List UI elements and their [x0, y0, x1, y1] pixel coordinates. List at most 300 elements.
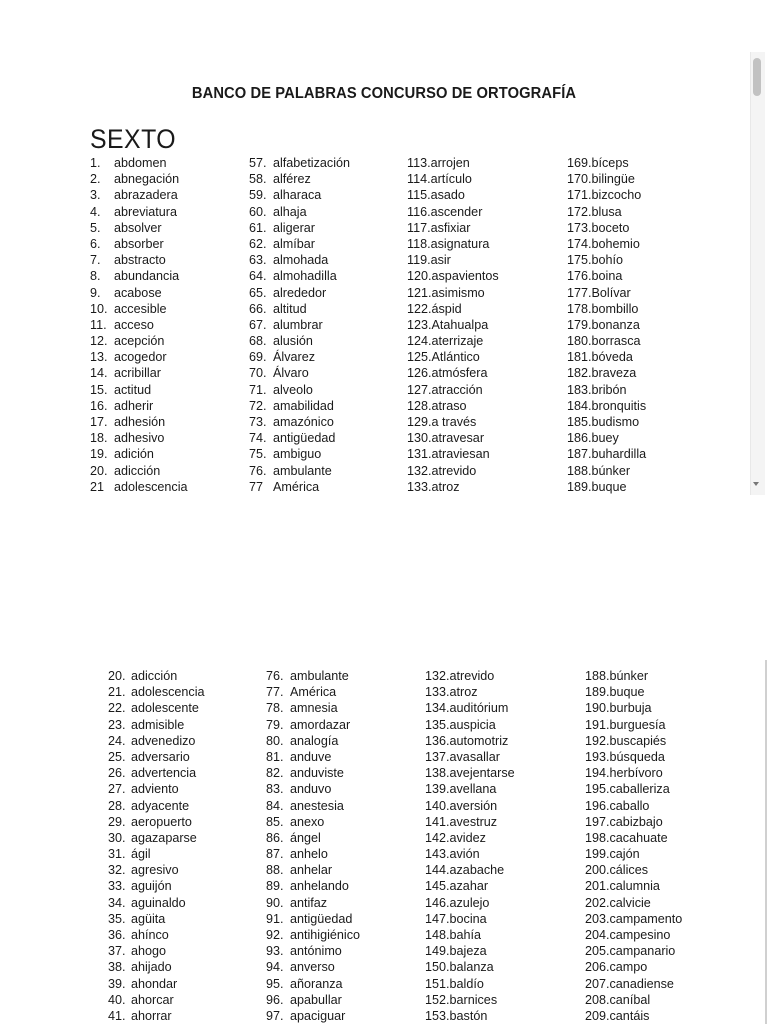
- word-entry: [90, 333, 188, 349]
- entry-number: 25.: [108, 749, 126, 764]
- word-entry: [90, 349, 188, 365]
- entry-word: 131.atraviesan: [407, 447, 490, 462]
- word-entry: [585, 878, 682, 894]
- entry-word: agüita: [131, 911, 166, 926]
- word-entry: [567, 479, 646, 495]
- word-entry: [108, 1008, 205, 1024]
- entry-word: admisible: [131, 717, 185, 732]
- entry-number: 21.: [108, 685, 126, 700]
- entry-number: 91.: [266, 911, 284, 926]
- entry-number: 30.: [108, 830, 126, 845]
- word-entry: [407, 155, 499, 171]
- entry-word: 189.buque: [567, 479, 627, 494]
- entry-number: 89.: [266, 879, 284, 894]
- word-entry: [266, 846, 360, 862]
- entry-word: 120.aspavientos: [407, 269, 499, 284]
- word-entry: [108, 781, 205, 797]
- entry-number: 75.: [249, 447, 267, 462]
- word-entry: [425, 895, 515, 911]
- entry-word: 126.atmósfera: [407, 366, 488, 381]
- entry-word: 190.burbuja: [585, 701, 652, 716]
- word-entry: [266, 684, 360, 700]
- entry-word: 149.bajeza: [425, 944, 487, 959]
- entry-word: amabilidad: [273, 398, 334, 413]
- word-entry: [425, 846, 515, 862]
- entry-word: adolescencia: [114, 479, 188, 494]
- entry-number: 78.: [266, 701, 284, 716]
- entry-number: 34.: [108, 895, 126, 910]
- entry-word: 198.cacahuate: [585, 830, 668, 845]
- word-entry: [407, 187, 499, 203]
- word-entry: [567, 252, 646, 268]
- entry-number: 10.: [90, 301, 108, 316]
- entry-word: antihigiénico: [290, 928, 361, 942]
- word-entry: [425, 700, 515, 716]
- entry-word: 141.avestruz: [425, 814, 498, 829]
- entry-word: 150.balanza: [425, 960, 494, 975]
- word-entry: [108, 878, 205, 894]
- entry-word: ahondar: [131, 976, 178, 991]
- entry-word: 144.azabache: [425, 863, 505, 878]
- entry-word: adversario: [131, 749, 190, 764]
- word-column-4: [567, 155, 646, 495]
- entry-number: 93.: [266, 944, 284, 959]
- entry-number: 57.: [249, 156, 267, 170]
- word-column-1-continued: [108, 668, 205, 1024]
- entry-word: ahorcar: [131, 992, 174, 1007]
- word-entry: [249, 285, 350, 301]
- entry-word: ahorrar: [131, 1008, 172, 1023]
- entry-number: 64.: [249, 269, 267, 284]
- word-entry: [266, 700, 360, 716]
- word-entry: [249, 382, 350, 398]
- word-entry: [425, 992, 515, 1008]
- word-entry: [108, 717, 205, 733]
- entry-word: 139.avellana: [425, 782, 497, 797]
- word-entry: [567, 236, 646, 252]
- entry-word: abdomen: [114, 156, 167, 170]
- entry-word: 117.asfixiar: [407, 220, 471, 235]
- entry-word: 206.campo: [585, 960, 648, 975]
- word-entry: [108, 959, 205, 975]
- word-entry: [266, 830, 360, 846]
- entry-word: 175.bohío: [567, 253, 624, 268]
- entry-number: 8.: [90, 269, 101, 284]
- word-entry: [567, 268, 646, 284]
- entry-number: 7.: [90, 253, 101, 268]
- entry-word: 136.automotriz: [425, 733, 509, 748]
- entry-word: 135.auspicia: [425, 717, 496, 732]
- entry-word: 113.arrojen: [407, 156, 470, 170]
- word-entry: [90, 463, 188, 479]
- entry-word: 177.Bolívar: [567, 285, 631, 300]
- word-entry: [567, 430, 646, 446]
- entry-number: 94.: [266, 960, 284, 975]
- word-entry: [108, 684, 205, 700]
- entry-word: 181.bóveda: [567, 350, 633, 365]
- entry-number: 24.: [108, 733, 126, 748]
- entry-word: 170.bilingüe: [567, 172, 635, 187]
- entry-word: 185.budismo: [567, 415, 640, 429]
- entry-word: 173.boceto: [567, 220, 630, 235]
- entry-number: 66.: [249, 301, 267, 316]
- entry-number: 4.: [90, 204, 101, 219]
- entry-number: 11.: [90, 317, 107, 332]
- entry-word: analogía: [290, 733, 339, 748]
- word-entry: [407, 285, 499, 301]
- entry-word: 133.atroz: [407, 479, 460, 494]
- entry-word: adhesión: [114, 415, 166, 429]
- word-entry: [585, 684, 682, 700]
- word-entry: [567, 333, 646, 349]
- entry-word: alférez: [273, 172, 311, 187]
- word-entry: [567, 220, 646, 236]
- entry-number: 27.: [108, 782, 126, 797]
- word-entry: [249, 236, 350, 252]
- entry-number: 26.: [108, 766, 126, 781]
- entry-word: 133.atroz: [425, 685, 478, 700]
- word-entry: [407, 268, 499, 284]
- entry-word: 171.bizcocho: [567, 188, 642, 203]
- entry-number: 69.: [249, 350, 267, 365]
- word-entry: [249, 187, 350, 203]
- entry-word: 199.cajón: [585, 847, 640, 862]
- entry-word: 152.barnices: [425, 992, 498, 1007]
- entry-word: 142.avidez: [425, 830, 486, 845]
- entry-word: 127.atracción: [407, 382, 483, 397]
- entry-number: 77: [249, 479, 264, 494]
- entry-number: 32.: [108, 863, 126, 878]
- entry-word: anexo: [290, 814, 325, 829]
- word-entry: [108, 846, 205, 862]
- word-entry: [585, 959, 682, 975]
- entry-number: 87.: [266, 847, 284, 862]
- entry-word: aguijón: [131, 879, 172, 894]
- entry-number: 17.: [90, 415, 108, 429]
- word-entry: [425, 781, 515, 797]
- word-entry: [90, 317, 188, 333]
- entry-word: adhesivo: [114, 431, 165, 446]
- word-entry: [108, 976, 205, 992]
- word-entry: [108, 765, 205, 781]
- entry-word: 130.atravesar: [407, 431, 485, 446]
- entry-number: 31.: [108, 847, 126, 862]
- entry-word: advenedizo: [131, 733, 196, 748]
- entry-number: 72.: [249, 398, 267, 413]
- word-entry: [585, 668, 682, 684]
- word-column-2: [249, 155, 350, 495]
- entry-word: amazónico: [273, 415, 334, 429]
- entry-word: abstracto: [114, 253, 166, 268]
- word-entry: [425, 798, 515, 814]
- word-entry: [249, 268, 350, 284]
- entry-number: 29.: [108, 814, 126, 829]
- entry-number: 21: [90, 479, 105, 494]
- entry-number: 13.: [90, 350, 108, 365]
- word-entry: [90, 171, 188, 187]
- entry-word: ágil: [131, 847, 151, 862]
- word-entry: [90, 204, 188, 220]
- entry-word: 204.campesino: [585, 928, 671, 942]
- word-entry: [585, 911, 682, 927]
- entry-number: 23.: [108, 717, 126, 732]
- entry-word: 129.a través: [407, 415, 477, 429]
- entry-word: adolescencia: [131, 685, 205, 700]
- entry-word: 203.campamento: [585, 911, 683, 926]
- entry-word: adolescente: [131, 701, 199, 716]
- word-entry: [90, 414, 188, 430]
- entry-word: 179.bonanza: [567, 317, 640, 332]
- word-entry: [567, 301, 646, 317]
- entry-word: 192.buscapiés: [585, 733, 667, 748]
- entry-word: altitud: [273, 301, 307, 316]
- word-entry: [90, 479, 188, 495]
- word-entry: [249, 414, 350, 430]
- entry-number: 18.: [90, 431, 108, 446]
- entry-word: acepción: [114, 334, 165, 349]
- word-entry: [585, 717, 682, 733]
- entry-number: 20.: [90, 463, 108, 478]
- word-entry: [108, 992, 205, 1008]
- entry-word: aligerar: [273, 220, 315, 235]
- word-entry: [108, 733, 205, 749]
- entry-word: añoranza: [290, 976, 343, 991]
- word-entry: [425, 749, 515, 765]
- entry-word: alfabetización: [273, 156, 351, 170]
- word-entry: [249, 155, 350, 171]
- entry-word: absorber: [114, 236, 164, 251]
- entry-word: ahínco: [131, 928, 169, 942]
- entry-number: 73.: [249, 415, 267, 429]
- entry-word: 143.avión: [425, 847, 480, 862]
- vertical-scrollbar[interactable]: [750, 52, 765, 495]
- entry-word: 151.baldío: [425, 976, 484, 991]
- entry-number: 37.: [108, 944, 126, 959]
- entry-word: anhelar: [290, 863, 333, 878]
- document-title: BANCO DE PALABRAS CONCURSO DE ORTOGRAFÍA: [191, 85, 577, 102]
- entry-word: adicción: [131, 669, 178, 683]
- entry-number: 61.: [249, 220, 267, 235]
- entry-number: 79.: [266, 717, 284, 732]
- entry-number: 85.: [266, 814, 284, 829]
- word-entry: [407, 301, 499, 317]
- word-entry: [108, 668, 205, 684]
- page-continuation: [0, 660, 768, 1024]
- word-entry: [90, 430, 188, 446]
- entry-word: anduvo: [290, 782, 332, 797]
- word-entry: [249, 463, 350, 479]
- word-entry: [425, 830, 515, 846]
- word-entry: [567, 187, 646, 203]
- word-entry: [585, 765, 682, 781]
- entry-number: 65.: [249, 285, 267, 300]
- entry-word: alrededor: [273, 285, 327, 300]
- word-entry: [266, 668, 360, 684]
- word-entry: [90, 268, 188, 284]
- entry-word: 128.atraso: [407, 398, 467, 413]
- word-entry: [585, 976, 682, 992]
- entry-word: ambulante: [273, 463, 332, 478]
- word-entry: [567, 414, 646, 430]
- entry-number: 71.: [249, 382, 267, 397]
- word-entry: [407, 479, 499, 495]
- word-entry: [108, 862, 205, 878]
- entry-number: 35.: [108, 911, 126, 926]
- word-entry: [567, 349, 646, 365]
- entry-word: 145.azahar: [425, 879, 489, 894]
- word-entry: [108, 814, 205, 830]
- word-entry: [266, 895, 360, 911]
- entry-word: agazaparse: [131, 830, 197, 845]
- word-entry: [266, 943, 360, 959]
- word-entry: [407, 349, 499, 365]
- entry-word: 197.cabizbajo: [585, 814, 663, 829]
- entry-word: 172.blusa: [567, 204, 622, 219]
- entry-word: absolver: [114, 220, 162, 235]
- entry-number: 90.: [266, 895, 284, 910]
- word-entry: [425, 733, 515, 749]
- entry-number: 5.: [90, 220, 101, 235]
- word-column-3-continued: [425, 668, 515, 1024]
- entry-number: 40.: [108, 992, 126, 1007]
- word-entry: [567, 285, 646, 301]
- entry-word: América: [290, 685, 337, 700]
- word-entry: [585, 781, 682, 797]
- word-entry: [407, 252, 499, 268]
- entry-word: ahijado: [131, 960, 172, 975]
- word-entry: [266, 781, 360, 797]
- entry-number: 70.: [249, 366, 267, 381]
- entry-number: 59.: [249, 188, 267, 203]
- entry-number: 76.: [266, 669, 284, 683]
- word-entry: [266, 749, 360, 765]
- entry-word: adición: [114, 447, 154, 462]
- word-entry: [585, 862, 682, 878]
- entry-word: abnegación: [114, 172, 180, 187]
- entry-word: 134.auditórium: [425, 701, 509, 716]
- entry-word: almohada: [273, 253, 329, 268]
- entry-word: 200.cálices: [585, 863, 649, 878]
- entry-word: aguinaldo: [131, 895, 186, 910]
- entry-number: 6.: [90, 236, 101, 251]
- entry-number: 62.: [249, 236, 267, 251]
- word-entry: [407, 382, 499, 398]
- word-entry: [585, 927, 682, 943]
- word-entry: [108, 911, 205, 927]
- word-entry: [90, 220, 188, 236]
- word-entry: [90, 187, 188, 203]
- word-entry: [266, 992, 360, 1008]
- scrollbar-thumb[interactable]: [753, 58, 761, 96]
- entry-word: 182.braveza: [567, 366, 637, 381]
- entry-word: 209.cantáis: [585, 1008, 650, 1023]
- entry-word: 187.buhardilla: [567, 447, 647, 462]
- entry-number: 41.: [108, 1008, 126, 1023]
- word-entry: [90, 301, 188, 317]
- entry-word: almohadilla: [273, 269, 337, 284]
- word-entry: [585, 943, 682, 959]
- entry-word: ángel: [290, 830, 321, 845]
- entry-number: 63.: [249, 253, 267, 268]
- grade-heading: SEXTO: [90, 124, 177, 154]
- entry-number: 14.: [90, 366, 108, 381]
- entry-number: 84.: [266, 798, 284, 813]
- word-entry: [90, 236, 188, 252]
- entry-word: antifaz: [290, 895, 328, 910]
- entry-word: 207.canadiense: [585, 976, 674, 991]
- entry-word: 191.burguesía: [585, 717, 666, 732]
- word-entry: [567, 398, 646, 414]
- document-viewport: [0, 52, 768, 495]
- entry-word: advertencia: [131, 766, 197, 781]
- entry-word: anverso: [290, 960, 335, 975]
- word-entry: [585, 733, 682, 749]
- word-entry: [425, 959, 515, 975]
- word-entry: [249, 333, 350, 349]
- word-column-1: [90, 155, 188, 495]
- word-entry: [407, 365, 499, 381]
- entry-number: 68.: [249, 334, 267, 349]
- word-entry: [266, 798, 360, 814]
- entry-word: 137.avasallar: [425, 749, 500, 764]
- scroll-down-arrow-icon[interactable]: [753, 482, 759, 486]
- word-entry: [407, 414, 499, 430]
- word-entry: [425, 765, 515, 781]
- entry-word: 188.búnker: [585, 669, 649, 683]
- entry-number: 97.: [266, 1008, 284, 1023]
- word-entry: [425, 717, 515, 733]
- word-entry: [567, 382, 646, 398]
- entry-number: 77.: [266, 685, 284, 700]
- word-entry: [249, 204, 350, 220]
- entry-number: 86.: [266, 830, 284, 845]
- entry-word: alusión: [273, 334, 313, 349]
- entry-word: 201.calumnia: [585, 879, 660, 894]
- word-entry: [266, 814, 360, 830]
- word-entry: [266, 959, 360, 975]
- word-entry: [425, 943, 515, 959]
- word-entry: [249, 171, 350, 187]
- word-entry: [407, 463, 499, 479]
- entry-word: antónimo: [290, 944, 342, 959]
- word-entry: [407, 333, 499, 349]
- entry-word: 121.asimismo: [407, 285, 485, 300]
- entry-word: apaciguar: [290, 1008, 346, 1023]
- entry-word: ambiguo: [273, 447, 322, 462]
- entry-word: 119.asir: [407, 253, 451, 268]
- word-column-4-continued: [585, 668, 682, 1024]
- word-entry: [249, 252, 350, 268]
- word-entry: [425, 878, 515, 894]
- entry-number: 28.: [108, 798, 126, 813]
- entry-word: amordazar: [290, 717, 351, 732]
- entry-word: abreviatura: [114, 204, 178, 219]
- entry-word: 148.bahía: [425, 928, 482, 942]
- entry-word: América: [273, 479, 320, 494]
- word-entry: [585, 749, 682, 765]
- word-entry: [567, 204, 646, 220]
- word-entry: [266, 862, 360, 878]
- entry-word: adviento: [131, 782, 179, 797]
- word-entry: [407, 204, 499, 220]
- word-entry: [425, 668, 515, 684]
- word-entry: [266, 1008, 360, 1024]
- entry-number: 60.: [249, 204, 267, 219]
- entry-word: acceso: [114, 317, 154, 332]
- word-entry: [585, 895, 682, 911]
- entry-word: 194.herbívoro: [585, 766, 663, 781]
- word-entry: [249, 430, 350, 446]
